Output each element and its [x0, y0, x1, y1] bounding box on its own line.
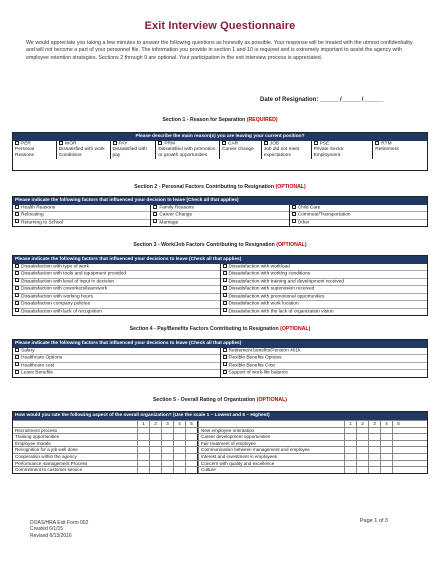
option-label: Dissatisfaction with work location [228, 301, 299, 307]
date-of-resignation-field[interactable]: Date of Resignation: ______/______/______ [260, 97, 384, 103]
work-factor-item[interactable] [221, 300, 428, 307]
rating-cell[interactable] [380, 434, 392, 440]
reason-label: Dissatisfied with work Conditions [58, 147, 105, 158]
rating-cell[interactable] [161, 428, 173, 434]
option-label: Returning to School [21, 220, 64, 226]
rating-cell[interactable] [149, 428, 161, 434]
section4-title-text: Section 4 - Pay/Benefits Factors Contributing to Resignation [129, 326, 279, 332]
scale-number: 3 [368, 421, 380, 427]
work-factor-item[interactable] [13, 285, 220, 292]
option-label: Flexible Benefits Cost [228, 363, 275, 369]
work-factor-item[interactable] [221, 285, 428, 292]
rating-cell[interactable] [161, 454, 173, 460]
checkbox[interactable] [223, 271, 227, 275]
rating-cell[interactable] [149, 467, 161, 473]
section2-col1 [13, 205, 150, 226]
personal-factor-item[interactable] [13, 211, 150, 218]
rating-cell[interactable] [185, 434, 197, 440]
option-label: Dissatisfaction with coworkers/teamwork [21, 286, 108, 292]
reason-label: Dissatisfied with pay [112, 147, 147, 158]
table-row [13, 427, 427, 434]
rating-cell[interactable] [161, 447, 173, 453]
rating-cell[interactable] [344, 467, 356, 473]
row-label: Concern with quality and excellence [198, 461, 344, 467]
rating-scale-header [13, 420, 427, 427]
option-label: Dissatisfaction with the lack of organization vision [228, 309, 334, 315]
work-factor-item[interactable] [13, 278, 220, 285]
row-label: Commitment to customer service [15, 467, 83, 473]
intro-paragraph: We would appreciate you taking a few minutes to answer the following questions as honestly as possible. Your response will be treated with the utmost confidentiality and will not become a part of your personnel file. The information you provide in section 1 and 10 is required and is extremely important to assist the agency with employee retention strategies. Sections 2 through 9 are optional. Your participation in the exit interview process is appreciated. [26, 40, 413, 61]
checkbox[interactable] [264, 141, 268, 145]
personal-factor-item[interactable] [151, 219, 288, 226]
checkbox[interactable] [15, 293, 19, 297]
checkbox[interactable] [113, 141, 117, 145]
section2-col2 [150, 205, 288, 226]
page-title: Exit Interview Questionnaire [144, 20, 296, 32]
personal-factor-item[interactable] [13, 219, 150, 226]
rating-cell[interactable] [173, 447, 185, 453]
reason-option[interactable] [312, 141, 374, 159]
section4-grid [13, 348, 427, 377]
scale-number: 3 [161, 421, 173, 427]
option-label: Healthcare Options [21, 355, 63, 361]
section3-tag: (OPTIONAL) [276, 242, 307, 248]
rating-cell[interactable] [380, 447, 392, 453]
scale-number: 4 [173, 421, 185, 427]
checkbox[interactable] [15, 141, 19, 145]
rating-cell[interactable] [380, 428, 392, 434]
checkbox[interactable] [15, 271, 19, 275]
rating-cell[interactable] [356, 434, 368, 440]
section3-box [12, 255, 428, 316]
work-factor-item[interactable] [13, 300, 220, 307]
rating-cell[interactable] [368, 441, 380, 447]
rating-cell[interactable] [380, 461, 392, 467]
row-label: Recognition for a job well done [15, 447, 78, 453]
rating-cell[interactable] [344, 428, 356, 434]
checkbox[interactable] [15, 212, 19, 216]
row-label [13, 421, 137, 427]
reason-label: Personal Reasons [15, 147, 34, 158]
option-label: Marriage [159, 220, 179, 226]
section1-title [0, 117, 440, 123]
rating-cell[interactable] [161, 434, 173, 440]
section2-tag: (OPTIONAL) [275, 184, 306, 190]
reason-code: PRM [164, 141, 175, 147]
section3-title-text: Section 3 - Work/Job Factors Contributing to Resignation [133, 242, 275, 248]
row-label: Performance management Process [15, 460, 88, 466]
reason-code: PSE [319, 141, 330, 147]
option-label: Dissatisfaction with type of work [21, 264, 89, 270]
checkbox[interactable] [15, 278, 19, 282]
section4-right [220, 348, 428, 377]
reason-label: Retirement [375, 147, 399, 153]
checkbox[interactable] [292, 219, 296, 223]
work-factor-item[interactable] [221, 308, 428, 315]
rating-cell[interactable] [161, 467, 173, 473]
row-label: Recruitment process [15, 427, 58, 433]
personal-factor-item[interactable] [290, 211, 427, 218]
footer-form: DOAS/HRA Exit Form 002 [30, 520, 89, 526]
row-label: Communication between management and employee [198, 447, 344, 453]
table-row [13, 466, 427, 473]
rating-cell[interactable] [392, 461, 404, 467]
rating-cell[interactable] [185, 428, 197, 434]
reason-option[interactable] [156, 141, 220, 159]
rating-cell[interactable] [380, 441, 392, 447]
section1-box [12, 132, 428, 171]
work-factor-item[interactable] [221, 270, 428, 277]
row-label: Cooperation within the agency [15, 453, 77, 459]
table-row [13, 453, 427, 460]
checkbox[interactable] [15, 370, 19, 374]
checkbox[interactable] [223, 348, 227, 352]
section2-title [0, 184, 440, 190]
row-label: Fair treatment of employee [198, 441, 344, 447]
checkbox[interactable] [15, 301, 19, 305]
checkbox[interactable] [292, 212, 296, 216]
rating-cell[interactable] [344, 441, 356, 447]
scale-number: 1 [137, 421, 149, 427]
section5-table [12, 411, 428, 474]
option-label: Relocating [21, 212, 44, 218]
rating-cell[interactable] [356, 454, 368, 460]
row-label: Culture [198, 467, 344, 473]
option-label: Other [297, 220, 310, 226]
checkbox[interactable] [375, 141, 379, 145]
option-label: Dissatisfaction with lack of recognition [21, 309, 102, 315]
checkbox[interactable] [314, 141, 318, 145]
option-label: Dissatisfaction with level of input in decision [21, 279, 115, 285]
reason-option[interactable] [57, 141, 111, 159]
section5-title [0, 397, 440, 403]
option-label: Dissatisfaction company policies [21, 301, 91, 307]
option-label: Dissatisfaction with tools and equipment provided [21, 271, 127, 277]
option-label: Health Reasons [21, 205, 56, 211]
rating-cell[interactable] [392, 467, 404, 473]
section2-header: Please indicate the following factors that influenced your decision to leave (Check all that applies) [13, 197, 427, 205]
scale-number: 2 [149, 421, 161, 427]
rating-cell[interactable] [368, 447, 380, 453]
option-label: Dissatisfaction with workload [228, 264, 290, 270]
rating-cell[interactable] [344, 447, 356, 453]
row-label [198, 421, 344, 427]
checkbox[interactable] [223, 370, 227, 374]
rating-cell[interactable] [173, 467, 185, 473]
section4-title [0, 326, 440, 332]
scale-number: 1 [344, 421, 356, 427]
section4-tag: (OPTIONAL) [280, 326, 311, 332]
footer-revised: Revised 6/13/2016 [30, 532, 72, 539]
page-number: Page 1 of 3 [359, 518, 388, 524]
rating-cell[interactable] [173, 454, 185, 460]
rating-cell[interactable] [149, 461, 161, 467]
rating-cell[interactable] [161, 461, 173, 467]
rating-cell[interactable] [137, 461, 149, 467]
option-label: Support of work-life balance [228, 370, 288, 376]
benefit-factor-item[interactable] [13, 362, 220, 369]
row-label: Training opportunities [15, 434, 60, 440]
option-label: Commute/Transportation [297, 212, 351, 218]
footer [30, 520, 88, 539]
checkbox[interactable] [59, 141, 63, 145]
rating-cell[interactable] [149, 434, 161, 440]
scale-number: 4 [380, 421, 392, 427]
checkbox[interactable] [15, 219, 19, 223]
checkbox[interactable] [292, 205, 296, 209]
checkbox[interactable] [223, 278, 227, 282]
section5-title-text: Section 5 - Overall Rating of Organization [152, 397, 256, 403]
rating-cell[interactable] [368, 454, 380, 460]
row-label: Career development opportunities [198, 434, 344, 440]
work-factor-item[interactable] [13, 308, 220, 315]
checkbox[interactable] [223, 355, 227, 359]
reason-code: CAR [228, 141, 239, 147]
checkbox[interactable] [15, 264, 19, 268]
option-label: Healthcare cost [21, 363, 55, 369]
checkbox[interactable] [15, 308, 19, 312]
section3-right [220, 264, 428, 315]
option-label: Dissatisfaction with working conditions [228, 271, 311, 277]
scale-number: 5 [392, 421, 404, 427]
reason-option[interactable] [13, 141, 57, 159]
section5-tag: (OPTIONAL) [256, 397, 288, 403]
checkbox[interactable] [15, 348, 19, 352]
rating-cell[interactable] [380, 467, 392, 473]
rating-cell[interactable] [380, 454, 392, 460]
option-label: Family Reasons [159, 205, 194, 211]
scale-number: 5 [185, 421, 197, 427]
rating-cell[interactable] [137, 454, 149, 460]
checkbox[interactable] [153, 205, 157, 209]
option-label: Leave Benefits [21, 370, 53, 376]
benefit-factor-item[interactable] [13, 354, 220, 361]
section5-rows [13, 420, 427, 473]
reason-code: WOR [64, 141, 77, 147]
section5-header: How would you rate the following aspect of the overall organization? (Use the scale 1 – Lowest and 5 – Highest) [13, 412, 427, 420]
section3-left [13, 264, 220, 315]
rating-cell[interactable] [137, 441, 149, 447]
checkbox[interactable] [15, 205, 19, 209]
checkbox[interactable] [223, 301, 227, 305]
option-label: Dissatisfaction with promotional opportunities [228, 294, 325, 300]
reason-code: JOB [269, 141, 280, 147]
work-factor-item[interactable] [13, 270, 220, 277]
rating-cell[interactable] [149, 454, 161, 460]
checkbox[interactable] [223, 293, 227, 297]
rating-cell[interactable] [368, 434, 380, 440]
rating-cell[interactable] [368, 467, 380, 473]
section1-header: Please describe the main reason(s) you are leaving your current position? [13, 133, 427, 141]
row-label: New employee orientation [198, 428, 344, 434]
reason-option[interactable] [373, 141, 427, 159]
checkbox[interactable] [153, 212, 157, 216]
checkbox[interactable] [223, 308, 227, 312]
rating-cell[interactable] [344, 454, 356, 460]
reason-label: Job did not meet expectations [263, 147, 300, 158]
option-label: Retirement benefits/Pension 401k [228, 348, 301, 354]
option-label: Flexible Benefits Options [228, 355, 282, 361]
personal-factor-item[interactable] [151, 211, 288, 218]
section1-options [13, 141, 427, 159]
work-factor-item[interactable] [221, 293, 428, 300]
reason-option[interactable] [262, 141, 312, 159]
rating-cell[interactable] [185, 454, 197, 460]
rating-cell[interactable] [161, 441, 173, 447]
section4-box [12, 339, 428, 378]
checkbox[interactable] [15, 362, 19, 366]
section1-title-text: Section 1 - Reason for Separation [162, 117, 246, 123]
section4-header: Please indicate the following factors that influenced your decisions to leave (Check all that applies) [13, 340, 427, 348]
rating-cell[interactable] [368, 428, 380, 434]
reason-label: Career change [222, 147, 254, 153]
benefit-factor-item[interactable] [221, 354, 428, 361]
rating-cell[interactable] [137, 428, 149, 434]
rating-cell[interactable] [137, 467, 149, 473]
rating-cell[interactable] [368, 461, 380, 467]
section2-col3 [289, 205, 427, 226]
rating-cell[interactable] [356, 461, 368, 467]
option-label: Dissatisfaction with working hours [21, 294, 93, 300]
benefit-factor-item[interactable] [13, 369, 220, 376]
rating-cell[interactable] [392, 454, 404, 460]
reason-code: RTM [381, 141, 392, 147]
option-label: Child Care [297, 205, 321, 211]
rating-cell[interactable] [173, 441, 185, 447]
rating-cell[interactable] [392, 434, 404, 440]
rating-cell[interactable] [185, 447, 197, 453]
rating-cell[interactable] [137, 447, 149, 453]
benefit-factor-item[interactable] [221, 369, 428, 376]
section2-grid [13, 205, 427, 226]
rating-cell[interactable] [356, 428, 368, 434]
rating-cell[interactable] [392, 428, 404, 434]
checkbox[interactable] [223, 362, 227, 366]
rating-cell[interactable] [185, 461, 197, 467]
rating-cell[interactable] [173, 428, 185, 434]
rating-cell[interactable] [356, 467, 368, 473]
reason-label: Dissatisfied with promotion or growth opportunities [158, 147, 216, 158]
checkbox[interactable] [158, 141, 162, 145]
section3-header: Please indicate the following factors that influenced your decisions to leave (Check all that applies) [13, 256, 427, 264]
rating-cell[interactable] [173, 461, 185, 467]
table-row [13, 446, 427, 453]
checkbox[interactable] [15, 286, 19, 290]
work-factor-item[interactable] [13, 293, 220, 300]
rating-cell[interactable] [185, 467, 197, 473]
section2-box [12, 196, 428, 227]
rating-cell[interactable] [392, 447, 404, 453]
rating-cell[interactable] [173, 434, 185, 440]
personal-factor-item[interactable] [290, 219, 427, 226]
section3-grid [13, 264, 427, 315]
reason-option[interactable] [111, 141, 157, 159]
checkbox[interactable] [15, 355, 19, 359]
reason-option[interactable] [220, 141, 262, 159]
rating-cell[interactable] [392, 441, 404, 447]
row-label: Employee morale [15, 440, 51, 446]
checkbox[interactable] [153, 219, 157, 223]
row-label: Interest and investment in employees [198, 454, 344, 460]
footer-created: Created 6/1/15 [30, 526, 64, 533]
rating-cell[interactable] [356, 447, 368, 453]
table-row [13, 460, 427, 467]
option-label: Dissatisfaction with supervision received [228, 286, 315, 292]
scale-number: 2 [356, 421, 368, 427]
rating-cell[interactable] [149, 447, 161, 453]
reason-code: PAY [118, 141, 128, 147]
rating-cell[interactable] [344, 461, 356, 467]
checkbox[interactable] [222, 141, 226, 145]
checkbox[interactable] [223, 286, 227, 290]
section2-title-text: Section 2 - Personal Factors Contributing to Resignation [134, 184, 275, 190]
rating-cell[interactable] [185, 441, 197, 447]
rating-cell[interactable] [137, 434, 149, 440]
table-row [13, 433, 427, 440]
section1-tag: (REQUIRED) [246, 117, 278, 123]
option-label: Dissatisfaction with training and development received [228, 279, 344, 285]
table-row [13, 440, 427, 447]
checkbox[interactable] [223, 264, 227, 268]
rating-cell[interactable] [149, 441, 161, 447]
section3-title [0, 242, 440, 248]
benefit-factor-item[interactable] [221, 362, 428, 369]
option-label: Salary [21, 348, 35, 354]
section4-left [13, 348, 220, 377]
rating-cell[interactable] [356, 441, 368, 447]
reason-code: PER [21, 141, 31, 147]
work-factor-item[interactable] [221, 278, 428, 285]
rating-cell[interactable] [344, 434, 356, 440]
option-label: Career Change [159, 212, 193, 218]
reason-label: Private Sector Employment [313, 147, 344, 158]
